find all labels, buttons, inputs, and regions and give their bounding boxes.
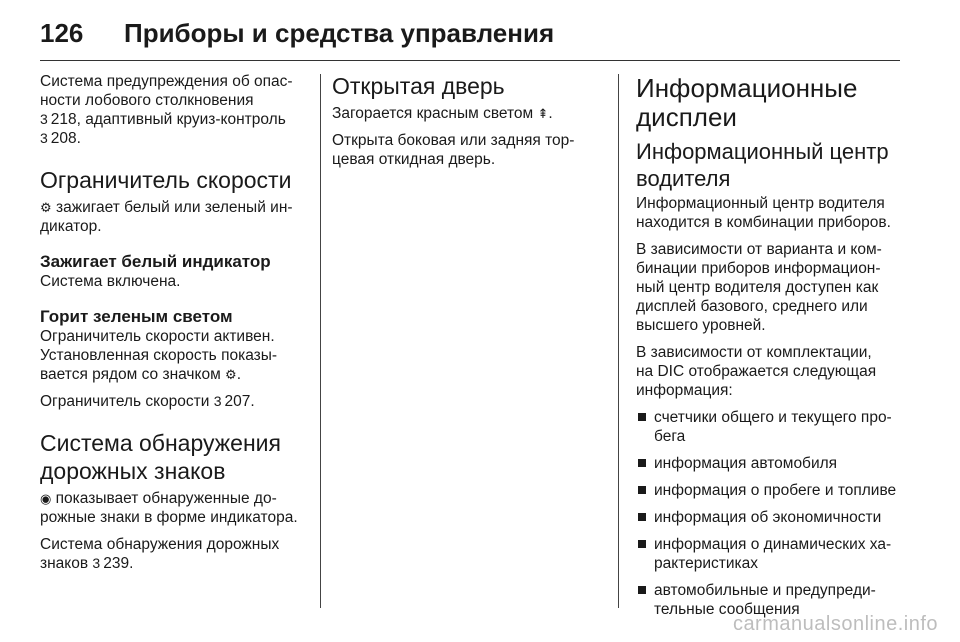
heading-info-displays: Информационные дисплеи — [636, 73, 858, 132]
heading-open-door: Открытая дверь — [332, 73, 505, 99]
open-door-description: Открыта боковая или задняя тор- цевая откидная дверь. — [332, 132, 575, 168]
speed-limiter-text: ⚙ зажигает белый или зеленый ин- дикатор. — [40, 199, 293, 235]
list-item: счетчики общего и текущего про- бега — [636, 408, 906, 446]
speed-limiter-icon: ⚙ — [40, 200, 52, 215]
dic-variants-text: В зависимости от варианта и ком- бинации приборов информацион- ный центр водителя доступен как дисплей базового, среднего или высшего уровней. — [636, 241, 882, 334]
green-indicator-text: Ограничитель скорости активен. Установленная скорость показы- вается рядом со значком ⚙. — [40, 328, 278, 383]
door-open-icon: ⇞ — [537, 106, 549, 121]
list-item: информация об экономичности — [636, 508, 906, 527]
intro-paragraph: Система предупреждения об опас- ности лобового столкновения 3 218, адаптивный круиз-контроль 3 208. — [40, 73, 293, 147]
header-rule — [40, 60, 900, 61]
ref-arrow-icon: 3 — [213, 393, 222, 409]
watermark: carmanualsonline.info — [732, 613, 938, 635]
list-item: автомобильные и предупреди- тельные сообщения — [636, 581, 906, 619]
dic-location-text: Информационный центр водителя находится в комбинации приборов. — [636, 195, 891, 231]
list-item: информация автомобиля — [636, 454, 906, 473]
open-door-light-text: Загорается красным светом ⇞. — [332, 105, 553, 122]
ref-arrow-icon: 3 — [40, 111, 48, 127]
ref-arrow-icon: 3 — [40, 130, 48, 146]
road-sign-icon: ◉ — [40, 491, 52, 506]
page-number: 126 — [40, 18, 84, 48]
heading-sign-detection: Система обнаружения дорожных знаков — [40, 430, 281, 484]
heading-driver-info-center: Информационный центр водителя — [636, 139, 889, 191]
column-divider-1 — [320, 74, 321, 608]
speed-limiter-icon: ⚙ — [225, 367, 237, 382]
sign-detection-text: ◉ показывает обнаруженные до- рожные знаки в форме индикатора. — [40, 490, 298, 526]
column-1 — [40, 72, 308, 573]
list-item: информация о пробеге и топливе — [636, 481, 906, 500]
page-title: Приборы и средства управления — [124, 18, 555, 48]
limiter-reference: Ограничитель скорости 3 207. — [40, 393, 255, 410]
heading-speed-limiter: Ограничитель скорости — [40, 167, 292, 193]
column-2 — [332, 72, 604, 169]
column-divider-2 — [618, 74, 619, 608]
heading-white-indicator: Зажигает белый индикатор — [40, 252, 271, 271]
list-item: информация о динамических ха- рактеристиках — [636, 535, 906, 573]
ref-arrow-icon: 3 — [92, 555, 101, 571]
dic-info-intro: В зависимости от комплектации, на DIC отображается следующая информация: — [636, 344, 877, 399]
page-header — [40, 12, 900, 58]
white-indicator-text: Система включена. — [40, 273, 181, 290]
sign-detection-reference: Система обнаружения дорожных знаков 3 239. — [40, 536, 280, 572]
heading-green-indicator: Горит зеленым светом — [40, 307, 233, 326]
dic-info-list — [636, 408, 906, 619]
column-3 — [636, 72, 906, 627]
